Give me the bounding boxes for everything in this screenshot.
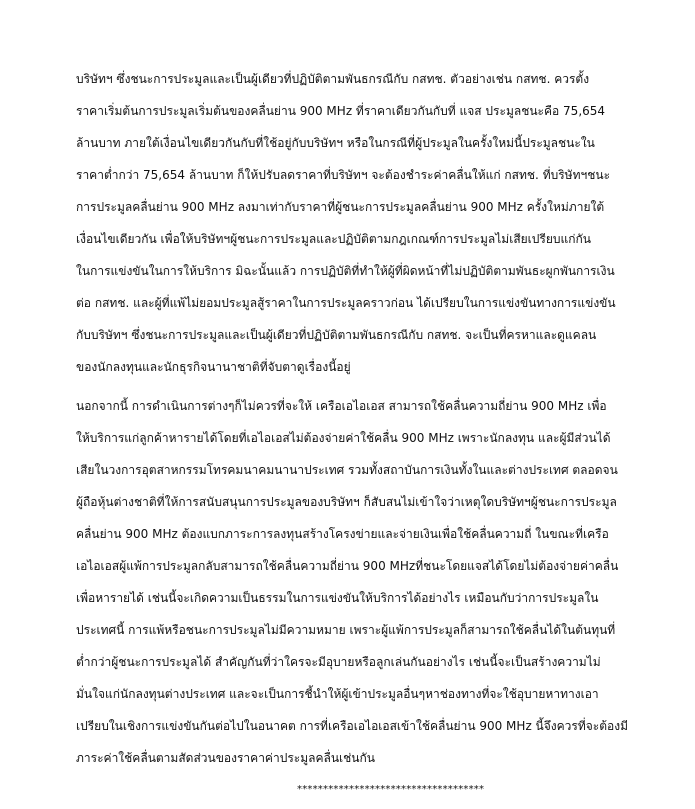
text-line: ให้บริการแก่ลูกค้าหารายได้โดยที่เอไอเอสไม่ต้องจ่ายค่าใช้คลื่น 900 MHz เพราะนักลงทุน และผู้มีส่วนได้ — [76, 431, 611, 445]
text-line: เอไอเอสผู้แพ้การประมูลกลับสามารถใช้คลื่นความถี่ย่าน 900 MHzที่ชนะโดยแจสได้โดยไม่ต้องจ่ายค่าคลื่น — [76, 559, 619, 573]
text-line: เสียในวงการอุตสาหกรรมโทรคมนาคมนานาประเทศ รวมทั้งสถาบันการเงินทั้งในและต่างประเทศ ตลอดจน — [76, 463, 618, 477]
paragraph-1 — [76, 63, 636, 383]
text-line: กับบริษัทฯ ซึ่งชนะการประมูลและเป็นผู้เดียวที่ปฏิบัติตามพันธกรณีกับ กสทช. จะเป็นที่ครหาและดูแคลน — [76, 328, 597, 342]
text-line: ราคาเริ่มต้นการประมูลเริ่มต้นของคลื่นย่าน 900 MHz ที่ราคาเดียวกันกับที่ แจส ประมูลชนะคือ 75,654 — [76, 104, 606, 118]
text-line: เปรียบในเชิงการแข่งขันกันต่อไปในอนาคต การที่เครือเอไอเอสเข้าใช้คลื่นย่าน 900 MHz นี้จึงควรที่จะต้องมี — [76, 719, 629, 733]
text-line: ของนักลงทุนและนักธุรกิจนานาชาติที่จับตาดูเรื่องนี้อยู่ — [76, 360, 351, 374]
text-line: นอกจากนี้ การดำเนินการต่างๆก็ไม่ควรที่จะให้ เครือเอไอเอส สามารถใช้คลื่นความถี่ย่าน 900 MHz เพื่อ — [76, 399, 607, 413]
text-line: คลื่นย่าน 900 MHz ต้องแบกภาระการลงทุนสร้างโครงข่ายและจ่ายเงินเพื่อใช้คลื่นความถี่ ในขณะที่เครือ — [76, 527, 609, 541]
text-line: ต่ำกว่าผู้ชนะการประมูลได้ สำคัญกันที่ว่าใครจะมีอุบายหรือลูกเล่นกันอย่างไร เช่นนี้จะเป็นสร้างความไม่ — [76, 655, 601, 669]
text-line: การประมูลคลื่นย่าน 900 MHz ลงมาเท่ากับราคาที่ผู้ชนะการประมูลคลื่นย่าน 900 MHz ครั้งใหม่ภายใต้ — [76, 200, 605, 214]
text-line: ประเทศนี้ การแพ้หรือชนะการประมูลไม่มีความหมาย เพราะผู้แพ้การประมูลก็สามารถใช้คลื่นได้ในต้นทุนที่ — [76, 623, 616, 637]
asterisk-separator: ************************************ — [297, 784, 485, 795]
text-line: ผู้ถือหุ้นต่างชาติที่ให้การสนับสนุนการประมูลของบริษัทฯ ก็สับสนไม่เข้าใจว่าเหตุใดบริษัทฯผู้ชนะการประมูล — [76, 495, 617, 509]
text-line: เงื่อนไขเดียวกัน เพื่อให้บริษัทฯผู้ชนะการประมูลและปฏิบัติตามกฎเกณฑ์การประมูลไม่เสียเปรียบแก่กัน — [76, 232, 591, 246]
text-line: เพื่อหารายได้ เช่นนี้จะเกิดความเป็นธรรมในการแข่งขันให้บริการได้อย่างไร เหมือนกับว่าการประมูลใน — [76, 591, 599, 605]
text-line: ภาระค่าใช้คลื่นตามสัดส่วนของราคาค่าประมูลคลื่นเช่นกัน — [76, 751, 375, 765]
text-line: มั่นใจแก่นักลงทุนต่างประเทศ และจะเป็นการชี้นำให้ผู้เข้าประมูลอื่นๆหาช่องทางที่จะใช้อุบายหาทางเอา — [76, 687, 599, 701]
text-line: ล้านบาท ภายใต้เงื่อนไขเดียวกันกับที่ใช้อยู่กับบริษัทฯ หรือในกรณีที่ผู้ประมูลในครั้งใหม่นี้ประมูลชนะใน — [76, 136, 595, 150]
text-line: ราคาต่ำกว่า 75,654 ล้านบาท ก็ให้ปรับลดราคาที่บริษัทฯ จะต้องชำระค่าคลื่นให้แก่ กสทช. ที่บริษัทฯชนะ — [76, 168, 611, 182]
text-line: ในการแข่งขันในการให้บริการ มิฉะนั้นแล้ว การปฏิบัติที่ทำให้ผู้ที่ผิดหน้าที่ไม่ปฏิบัติตามพันธะผูกพันการเงิน — [76, 264, 615, 278]
paragraph-2 — [76, 390, 636, 774]
text-line: บริษัทฯ ซึ่งชนะการประมูลและเป็นผู้เดียวที่ปฏิบัติตามพันธกรณีกับ กสทช. ตัวอย่างเช่น กสทช. ควรตั้ง — [76, 72, 590, 86]
text-line: ต่อ กสทช. และผู้ที่แพ้ไม่ยอมประมูลสู้ราคาในการประมูลคราวก่อน ได้เปรียบในการแข่งขันทางการแข่งขัน — [76, 296, 616, 310]
